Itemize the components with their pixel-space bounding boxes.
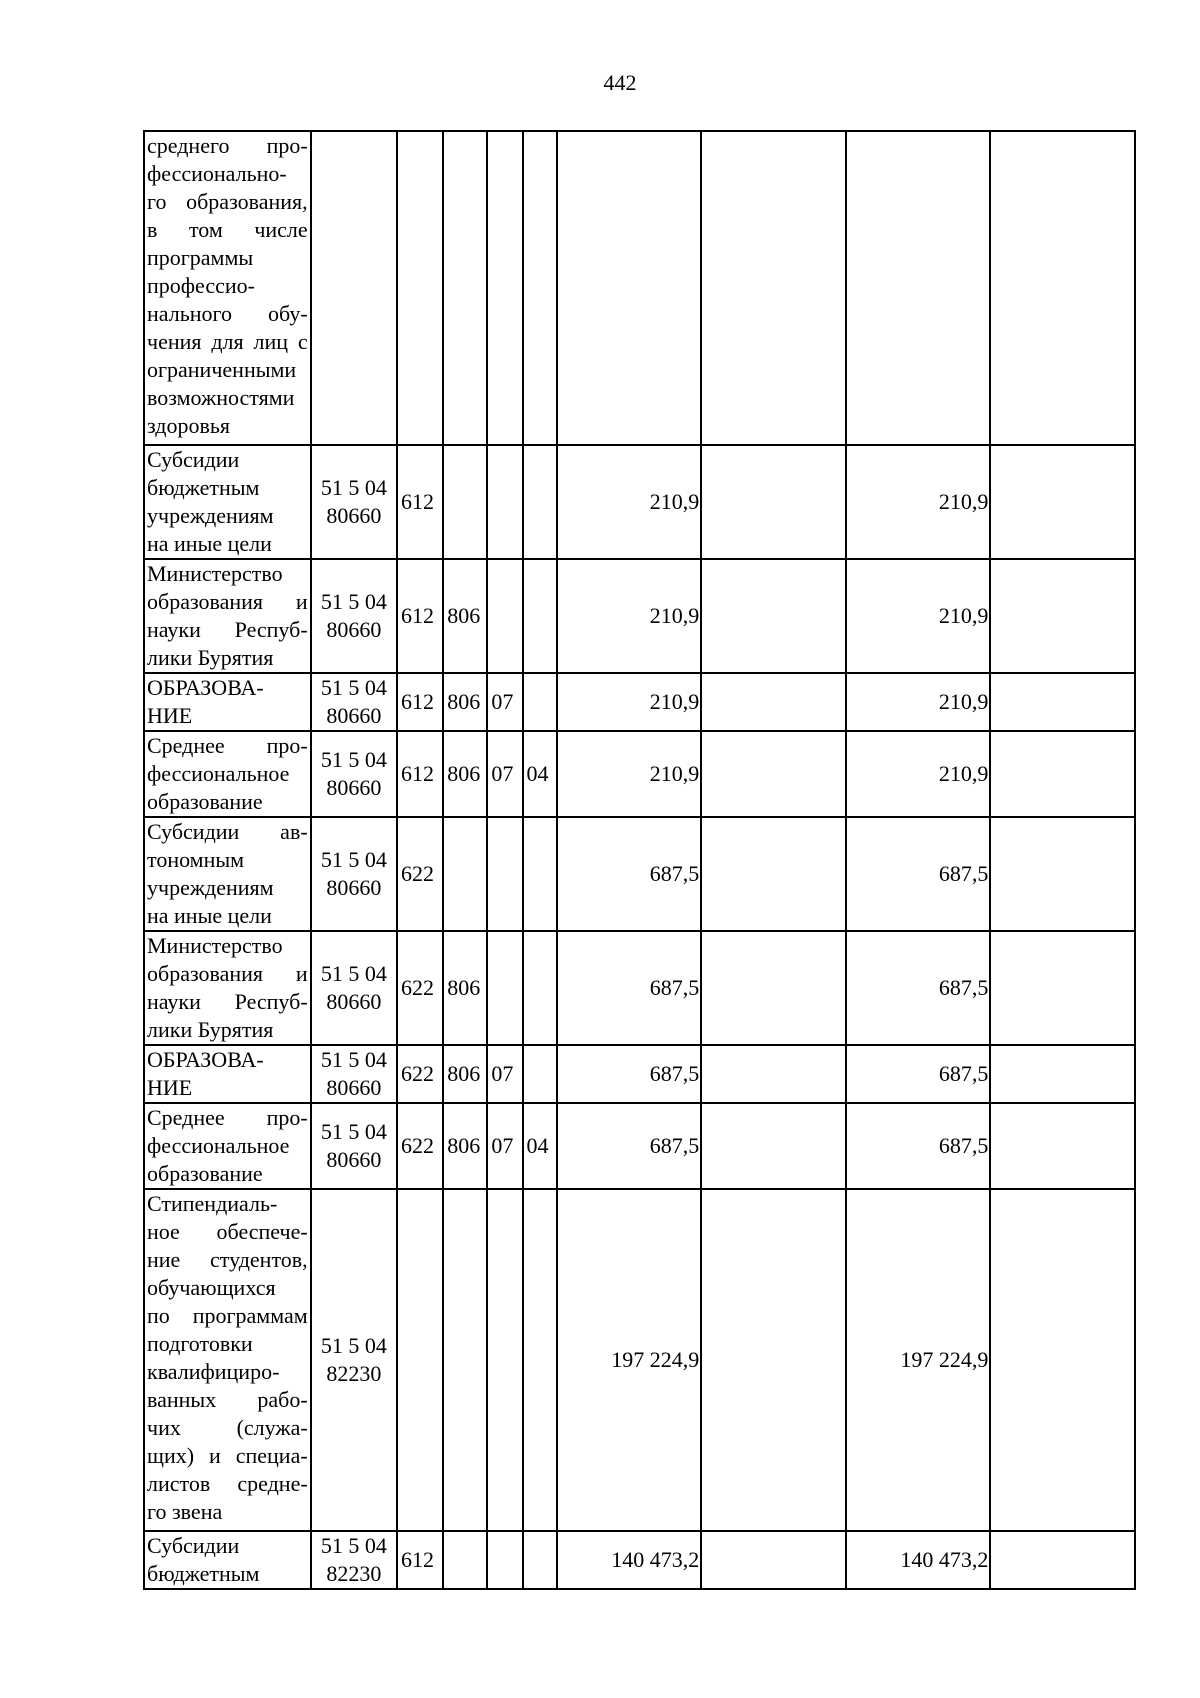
row-name-line: в том числе [147, 217, 308, 242]
row-name-line: тономным [147, 847, 245, 872]
table-row [144, 1045, 1135, 1103]
row-code-line: 51 5 04 [320, 675, 387, 700]
row-name-line: Субсидии [147, 447, 240, 472]
row-code-line: 80660 [326, 775, 382, 800]
row-pr-cell: 04 [523, 1103, 557, 1189]
row-sum-2-cell [701, 931, 846, 1045]
row-rz-cell [487, 1531, 522, 1589]
row-sum-2-cell [701, 445, 846, 559]
row-sum-4-cell [990, 1045, 1135, 1103]
row-rz-cell [487, 931, 522, 1045]
row-name-cell [144, 1189, 311, 1531]
row-code-cell [311, 931, 397, 1045]
row-sum-1-cell: 210,9 [557, 559, 702, 673]
row-sum-3-cell: 210,9 [846, 559, 991, 673]
row-vr-cell: 612 [397, 1531, 443, 1589]
row-sum-1-cell: 687,5 [557, 1103, 702, 1189]
row-sum-1-cell: 140 473,2 [557, 1531, 702, 1589]
table-row [144, 731, 1135, 817]
row-name-line: ОБРАЗОВА- [147, 1047, 264, 1072]
row-sum-3-cell: 210,9 [846, 673, 991, 731]
row-name-line: науки Респуб- [147, 617, 308, 642]
row-sum-3-cell: 687,5 [846, 1103, 991, 1189]
row-sum-2-cell [701, 1103, 846, 1189]
row-sum-1-cell [557, 131, 702, 445]
row-name-line: учреждениям [147, 503, 274, 528]
row-name-line: ОБРАЗОВА- [147, 675, 264, 700]
table-row [144, 1189, 1135, 1531]
row-code-line: 80660 [326, 1075, 382, 1100]
row-sum-4-cell [990, 1531, 1135, 1589]
row-rz-cell: 07 [487, 673, 522, 731]
row-pr-cell [523, 1045, 557, 1103]
row-pr-cell [523, 445, 557, 559]
row-sum-2-cell [701, 1189, 846, 1531]
row-vr-cell: 622 [397, 931, 443, 1045]
row-code-line: 80660 [326, 503, 382, 528]
row-name-line: лики Бурятия [147, 1017, 274, 1042]
row-name-line: ограниченными [147, 357, 297, 382]
row-code-cell [311, 559, 397, 673]
row-code-line: 80660 [326, 703, 382, 728]
row-name-line: образования и [147, 961, 308, 986]
row-sum-4-cell [990, 131, 1135, 445]
row-name-line: го звена [147, 1499, 223, 1524]
row-name-cell [144, 131, 311, 445]
row-sum-2-cell [701, 559, 846, 673]
row-name-line: Министерство [147, 933, 283, 958]
row-rz-cell [487, 1189, 522, 1531]
row-vr-cell [397, 1189, 443, 1531]
row-sum-2-cell [701, 731, 846, 817]
row-name-line: здоровья [147, 413, 231, 438]
row-name-cell [144, 445, 311, 559]
row-name-line: листов средне- [147, 1471, 308, 1496]
row-grbs-cell [443, 817, 487, 931]
table-row [144, 1531, 1135, 1589]
row-sum-1-cell: 687,5 [557, 817, 702, 931]
row-name-line: ванных рабо- [147, 1387, 308, 1412]
row-code-line: 51 5 04 [320, 961, 387, 986]
row-name-line: Среднее про- [147, 733, 308, 758]
row-sum-1-cell: 210,9 [557, 673, 702, 731]
row-code-cell [311, 1189, 397, 1531]
row-grbs-cell: 806 [443, 1045, 487, 1103]
row-pr-cell [523, 131, 557, 445]
row-name-line: науки Респуб- [147, 989, 308, 1014]
row-sum-3-cell [846, 131, 991, 445]
row-vr-cell: 612 [397, 731, 443, 817]
row-rz-cell: 07 [487, 1045, 522, 1103]
row-vr-cell: 612 [397, 445, 443, 559]
row-sum-4-cell [990, 931, 1135, 1045]
table-row [144, 131, 1135, 445]
row-sum-3-cell: 140 473,2 [846, 1531, 991, 1589]
row-sum-1-cell: 197 224,9 [557, 1189, 702, 1531]
row-pr-cell: 04 [523, 731, 557, 817]
row-pr-cell [523, 1189, 557, 1531]
row-name-cell [144, 931, 311, 1045]
row-code-cell [311, 131, 397, 445]
row-grbs-cell [443, 1189, 487, 1531]
row-code-cell [311, 817, 397, 931]
row-vr-cell: 622 [397, 1045, 443, 1103]
row-name-cell [144, 1103, 311, 1189]
row-name-line: бюджетным [147, 475, 260, 500]
row-name-cell [144, 731, 311, 817]
table-row [144, 931, 1135, 1045]
row-name-line: чения для лиц с [147, 329, 308, 354]
row-name-line: образование [147, 789, 263, 814]
row-sum-3-cell: 210,9 [846, 445, 991, 559]
row-code-line: 51 5 04 [320, 747, 387, 772]
row-name-line: Стипендиаль- [147, 1191, 278, 1216]
row-vr-cell: 612 [397, 673, 443, 731]
row-name-cell [144, 673, 311, 731]
row-rz-cell: 07 [487, 731, 522, 817]
row-name-line: лики Бурятия [147, 645, 274, 670]
row-code-line: 51 5 04 [320, 475, 387, 500]
row-sum-3-cell: 687,5 [846, 817, 991, 931]
row-grbs-cell: 806 [443, 1103, 487, 1189]
row-sum-2-cell [701, 817, 846, 931]
row-sum-4-cell [990, 1103, 1135, 1189]
row-code-line: 80660 [326, 875, 382, 900]
row-rz-cell [487, 131, 522, 445]
row-pr-cell [523, 673, 557, 731]
row-grbs-cell [443, 131, 487, 445]
row-code-cell [311, 1045, 397, 1103]
table-row [144, 445, 1135, 559]
row-pr-cell [523, 1531, 557, 1589]
row-grbs-cell [443, 1531, 487, 1589]
row-name-line: профессио- [147, 273, 255, 298]
row-name-line: нального обу- [147, 301, 308, 326]
row-code-line: 82230 [326, 1361, 382, 1386]
row-grbs-cell: 806 [443, 559, 487, 673]
row-sum-4-cell [990, 445, 1135, 559]
row-rz-cell [487, 559, 522, 673]
row-name-line: по программам [147, 1303, 308, 1328]
row-name-line: на иные цели [147, 903, 272, 928]
row-vr-cell [397, 131, 443, 445]
row-name-line: учреждениям [147, 875, 274, 900]
row-name-line: го образования, [147, 189, 308, 214]
row-name-line: Субсидии ав- [147, 819, 308, 844]
row-code-cell [311, 445, 397, 559]
row-name-line: ние студентов, [147, 1247, 308, 1272]
row-name-line: обучающихся [147, 1275, 276, 1300]
row-name-line: НИЕ [147, 1075, 193, 1100]
row-code-line: 51 5 04 [320, 1533, 387, 1558]
row-sum-1-cell: 687,5 [557, 1045, 702, 1103]
row-name-line: образования и [147, 589, 308, 614]
row-sum-1-cell: 210,9 [557, 445, 702, 559]
row-sum-3-cell: 687,5 [846, 931, 991, 1045]
row-code-cell [311, 1531, 397, 1589]
budget-table [143, 130, 1136, 1590]
row-name-line: ное обеспече- [147, 1219, 308, 1244]
row-sum-1-cell: 687,5 [557, 931, 702, 1045]
row-name-line: квалифициро- [147, 1359, 280, 1384]
row-code-cell [311, 673, 397, 731]
row-name-line: фессиональное [147, 1133, 290, 1158]
row-name-line: фессионально- [147, 161, 287, 186]
row-name-line: Среднее про- [147, 1105, 308, 1130]
row-name-cell [144, 1531, 311, 1589]
row-name-cell [144, 817, 311, 931]
row-sum-1-cell: 210,9 [557, 731, 702, 817]
row-code-cell [311, 731, 397, 817]
row-sum-3-cell: 687,5 [846, 1045, 991, 1103]
row-vr-cell: 622 [397, 1103, 443, 1189]
row-name-line: бюджетным [147, 1561, 260, 1586]
row-sum-3-cell: 210,9 [846, 731, 991, 817]
row-grbs-cell: 806 [443, 673, 487, 731]
row-sum-2-cell [701, 1045, 846, 1103]
row-name-line: Субсидии [147, 1533, 240, 1558]
row-sum-4-cell [990, 817, 1135, 931]
row-code-line: 51 5 04 [320, 1333, 387, 1358]
table-row [144, 1103, 1135, 1189]
row-code-line: 51 5 04 [320, 589, 387, 614]
row-sum-4-cell [990, 559, 1135, 673]
row-pr-cell [523, 559, 557, 673]
row-name-line: НИЕ [147, 703, 193, 728]
row-pr-cell [523, 931, 557, 1045]
row-sum-3-cell: 197 224,9 [846, 1189, 991, 1531]
table-body [144, 131, 1135, 1589]
row-sum-4-cell [990, 1189, 1135, 1531]
row-grbs-cell: 806 [443, 931, 487, 1045]
row-code-line: 80660 [326, 989, 382, 1014]
row-sum-2-cell [701, 673, 846, 731]
page-number: 442 [603, 70, 637, 95]
row-name-line: на иные цели [147, 531, 272, 556]
row-sum-2-cell [701, 1531, 846, 1589]
row-sum-4-cell [990, 673, 1135, 731]
row-name-line: чих (служа- [147, 1415, 308, 1440]
row-name-line: подготовки [147, 1331, 253, 1356]
row-name-line: образование [147, 1161, 263, 1186]
row-rz-cell [487, 445, 522, 559]
row-vr-cell: 612 [397, 559, 443, 673]
row-rz-cell: 07 [487, 1103, 522, 1189]
row-pr-cell [523, 817, 557, 931]
row-name-line: Министерство [147, 561, 283, 586]
row-grbs-cell [443, 445, 487, 559]
table-row [144, 817, 1135, 931]
row-name-line: среднего про- [147, 133, 308, 158]
row-code-line: 51 5 04 [320, 1119, 387, 1144]
row-name-line: фессиональное [147, 761, 290, 786]
row-code-line: 82230 [326, 1561, 382, 1586]
row-code-line: 80660 [326, 1147, 382, 1172]
row-name-cell [144, 1045, 311, 1103]
row-name-line: возможностями [147, 385, 295, 410]
row-name-line: щих) и специа- [147, 1443, 308, 1468]
row-code-line: 51 5 04 [320, 1047, 387, 1072]
table-row [144, 673, 1135, 731]
row-vr-cell: 622 [397, 817, 443, 931]
row-code-line: 51 5 04 [320, 847, 387, 872]
row-grbs-cell: 806 [443, 731, 487, 817]
row-sum-2-cell [701, 131, 846, 445]
row-name-cell [144, 559, 311, 673]
row-sum-4-cell [990, 731, 1135, 817]
row-code-line: 80660 [326, 617, 382, 642]
row-rz-cell [487, 817, 522, 931]
row-name-line: программы [147, 245, 254, 270]
row-code-cell [311, 1103, 397, 1189]
table-row [144, 559, 1135, 673]
